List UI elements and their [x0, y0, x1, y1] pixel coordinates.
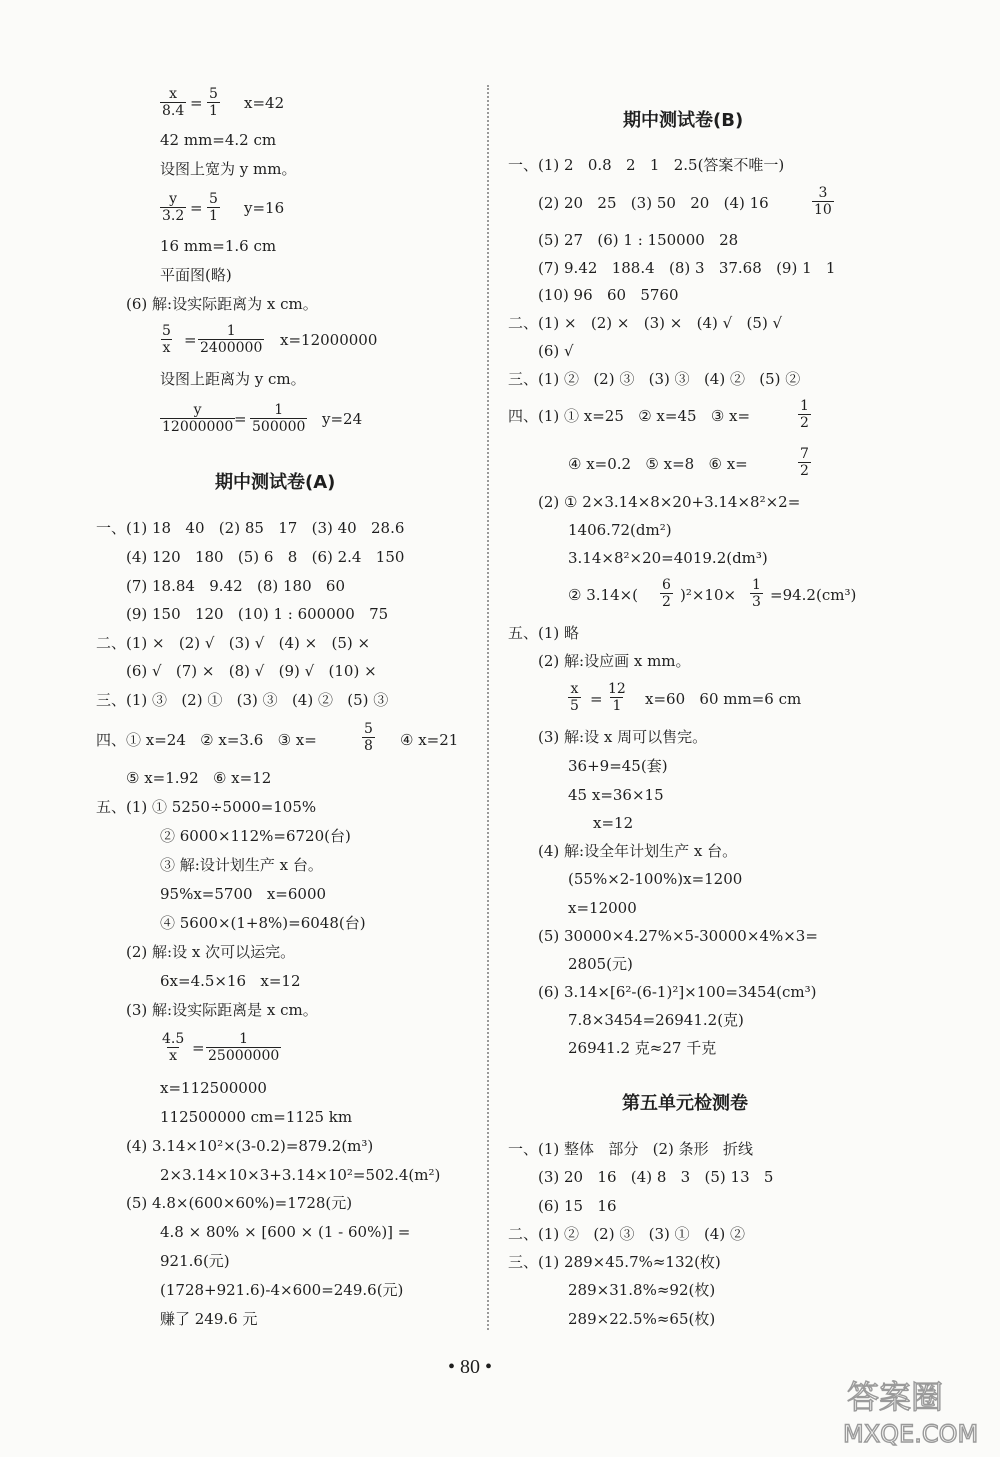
- answer-line: (9) 150 120 (10) 1 : 600000 75: [126, 605, 389, 623]
- equals: =: [184, 331, 197, 349]
- answer-line: x=60 60 mm=6 cm: [645, 690, 802, 708]
- answer-line: (7) 18.84 9.42 (8) 180 60: [126, 577, 346, 595]
- answer-line: 三、(1) ③ (2) ① (3) ③ (4) ② (5) ③: [96, 691, 389, 709]
- answer-line: 五、(1) ① 5250÷5000=105%: [96, 798, 317, 816]
- answer-line: 3.14×8²×20=4019.2(dm³): [568, 549, 768, 567]
- answer-line: (6) √ (7) × (8) √ (9) √ (10) ×: [126, 662, 377, 680]
- fraction: $\frac{1}{2400000}$: [200, 323, 263, 356]
- answer-line: ③ 解:设计划生产 x 台。: [160, 856, 323, 874]
- solution-text: x=42: [244, 94, 285, 112]
- answer-line: (7) 9.42 188.4 (8) 3 37.68 (9) 1 1: [538, 259, 836, 277]
- fraction: $\frac{4.5}{x}$: [162, 1031, 185, 1064]
- answer-line: (2) 20 25 (3) 50 20 (4) 16: [538, 194, 769, 212]
- answer-line: 2×3.14×10×3+3.14×10²=502.4(m²): [160, 1166, 441, 1184]
- answer-line: (6) 3.14×[6²-(6-1)²]×100=3454(cm³): [538, 983, 817, 1001]
- answer-line: 26941.2 克≈27 千克: [568, 1039, 717, 1057]
- fraction: $\frac{1}{3}$: [752, 577, 761, 610]
- answer-line: (55%×2-100%)x=1200: [568, 870, 743, 888]
- answer-line: 二、(1) × (2) √ (3) √ (4) × (5) ×: [96, 634, 371, 652]
- fraction: $\frac{7}{2}$: [800, 446, 809, 479]
- answer-line: (4) 120 180 (5) 6 8 (6) 2.4 150: [126, 548, 405, 566]
- equals: =: [234, 410, 247, 428]
- answer-line: ② 6000×112%=6720(台): [160, 827, 351, 845]
- answer-line: 36+9=45(套): [568, 757, 668, 775]
- answer-line: 7.8×3454=26941.2(克): [568, 1011, 744, 1029]
- answer-line: 三、(1) ② (2) ③ (3) ③ (4) ② (5) ②: [508, 370, 801, 388]
- fraction: $\frac{1}{500000}$: [252, 402, 306, 435]
- fraction: $\frac{x}{8.4}$: [162, 86, 185, 119]
- answer-line: (6) √: [538, 342, 574, 360]
- text-line: 设图上宽为 y mm。: [160, 160, 297, 178]
- answer-line: 1406.72(dm²): [568, 521, 672, 539]
- text-line: (6) 解:设实际距离为 x cm。: [126, 295, 318, 313]
- answer-line: (2) 解:设 x 次可以运完。: [126, 943, 296, 961]
- answer-line: x=12000: [568, 899, 637, 917]
- fraction: $\frac{3}{10}$: [814, 185, 832, 218]
- section-heading: 期中测试卷(A): [215, 472, 336, 493]
- answer-line: 赚了 249.6 元: [160, 1310, 258, 1328]
- answer-line: 四、① x=24 ② x=3.6 ③ x=: [96, 731, 317, 749]
- answer-line: (5) 30000×4.27%×5-30000×4%×3=: [538, 927, 818, 945]
- answer-line: ④ x=0.2 ⑤ x=8 ⑥ x=: [568, 455, 748, 473]
- solution-text: y=24: [322, 410, 363, 428]
- equals: =: [190, 199, 203, 217]
- column-divider: [487, 85, 489, 1330]
- answer-line: (5) 27 (6) 1 : 150000 28: [538, 231, 739, 249]
- answer-line: x=12: [593, 814, 634, 832]
- section-heading: 期中测试卷(B): [623, 110, 744, 131]
- answer-line: 2805(元): [568, 955, 633, 973]
- equals: =: [590, 690, 603, 708]
- fraction: $\frac{12}{1}$: [608, 681, 626, 714]
- fraction: $\frac{1}{25000000}$: [208, 1031, 280, 1064]
- answer-line: (5) 4.8×(600×60%)=1728(元): [126, 1194, 353, 1212]
- answer-line: 4.8 × 80% × [600 × (1 - 60%)] =: [160, 1223, 411, 1241]
- answer-line: (4) 解:设全年计划生产 x 台。: [538, 842, 738, 860]
- answer-line: 45 x=36×15: [568, 786, 664, 804]
- section-heading: 第五单元检测卷: [622, 1093, 748, 1114]
- answer-line: ⑤ x=1.92 ⑥ x=12: [126, 769, 272, 787]
- answer-line: 921.6(元): [160, 1252, 230, 1270]
- solution-text: x=12000000: [280, 331, 378, 349]
- fraction: $\frac{6}{2}$: [662, 577, 671, 610]
- answer-line: 95%x=5700 x=6000: [160, 885, 327, 903]
- answer-line: ② 3.14×(: [568, 586, 639, 604]
- answer-line: (2) ① 2×3.14×8×20+3.14×8²×2=: [538, 493, 801, 511]
- fraction: $\frac{y}{3.2}$: [162, 191, 185, 224]
- answer-line: 四、(1) ① x=25 ② x=45 ③ x=: [508, 407, 751, 425]
- answer-line: (3) 解:设实际距离是 x cm。: [126, 1001, 318, 1019]
- answer-line: (3) 20 16 (4) 8 3 (5) 13 5: [538, 1168, 774, 1186]
- solution-text: y=16: [244, 199, 285, 217]
- equals: =: [192, 1039, 205, 1057]
- fraction: $\frac{y}{12000000}$: [162, 402, 234, 435]
- answer-line: (10) 96 60 5760: [538, 286, 679, 304]
- answer-line: =94.2(cm³): [770, 586, 857, 604]
- answer-line: 289×31.8%≈92(枚): [568, 1281, 716, 1299]
- fraction: $\frac{5}{1}$: [209, 86, 218, 119]
- answer-line: x=112500000: [160, 1079, 267, 1097]
- answer-line: ④ x=21: [400, 731, 459, 749]
- answer-line: (6) 15 16: [538, 1197, 617, 1215]
- answer-line: 一、(1) 18 40 (2) 85 17 (3) 40 28.6: [96, 519, 405, 537]
- answer-line: 一、(1) 整体 部分 (2) 条形 折线: [508, 1140, 753, 1158]
- answer-line: 289×22.5%≈65(枚): [568, 1310, 716, 1328]
- answer-line: 二、(1) × (2) × (3) × (4) √ (5) √: [508, 314, 783, 332]
- answer-line: ④ 5600×(1+8%)=6048(台): [160, 914, 366, 932]
- watermark-top-text: 答案圈: [847, 1378, 944, 1416]
- answer-line: 一、(1) 2 0.8 2 1 2.5(答案不唯一): [508, 156, 785, 174]
- watermark-bottom-text: MXQE.COM: [843, 1420, 979, 1448]
- fraction: $\frac{5}{8}$: [364, 721, 373, 754]
- answer-line: (1728+921.6)-4×600=249.6(元): [160, 1281, 404, 1299]
- answer-line: (3) 解:设 x 周可以售完。: [538, 728, 708, 746]
- page-number: • 80 •: [448, 1356, 493, 1378]
- answer-line: 112500000 cm=1125 km: [160, 1108, 353, 1126]
- watermark-logo: [835, 1370, 995, 1450]
- answer-line: )²×10×: [680, 586, 737, 604]
- answer-line: 五、(1) 略: [508, 624, 580, 642]
- fraction: $\frac{1}{2}$: [800, 398, 809, 431]
- fraction: $\frac{5}{x}$: [162, 323, 171, 356]
- answer-line: 二、(1) ② (2) ③ (3) ① (4) ②: [508, 1225, 745, 1243]
- fraction: $\frac{5}{1}$: [209, 191, 218, 224]
- answer-line: (4) 3.14×10²×(3-0.2)=879.2(m³): [126, 1137, 374, 1155]
- answer-line: (2) 解:设应画 x mm。: [538, 652, 691, 670]
- answer-line: 三、(1) 289×45.7%≈132(枚): [508, 1253, 721, 1271]
- text-line: 16 mm=1.6 cm: [160, 237, 277, 255]
- answer-line: 6x=4.5×16 x=12: [160, 972, 301, 990]
- text-line: 平面图(略): [160, 266, 232, 284]
- text-line: 42 mm=4.2 cm: [160, 131, 277, 149]
- text-line: 设图上距离为 y cm。: [160, 370, 306, 388]
- fraction: $\frac{x}{5}$: [570, 681, 579, 714]
- equals: =: [190, 94, 203, 112]
